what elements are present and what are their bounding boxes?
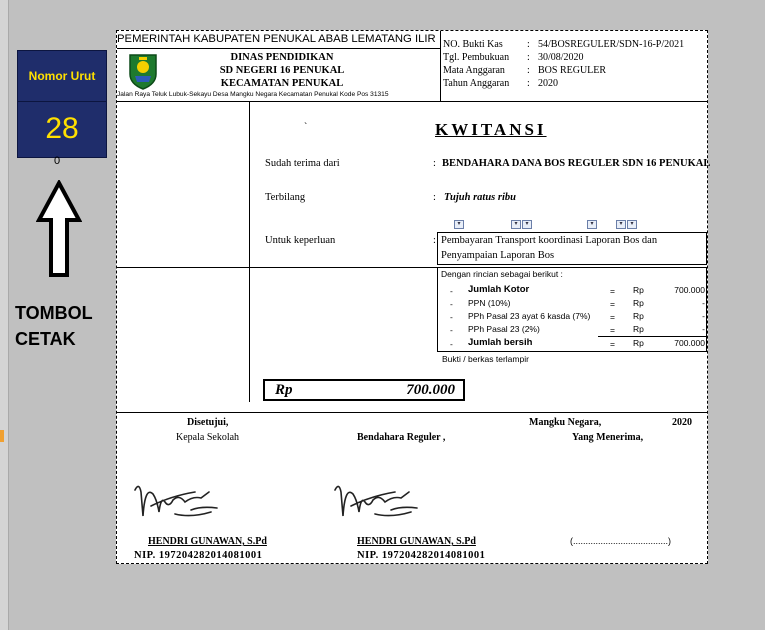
- sheet-left-gutter: [0, 0, 9, 630]
- keperluan-colon: :: [433, 235, 436, 246]
- sudah-value: BENDAHARA DANA BOS REGULER SDN 16 PENUKAL: [442, 158, 711, 169]
- rincian-label: PPh Pasal 23 (2%): [468, 324, 540, 334]
- nomor-urut-label: Nomor Urut: [18, 51, 106, 102]
- dropdown-icon[interactable]: ▾: [522, 220, 532, 229]
- info-value-3: 2020: [538, 78, 558, 89]
- rincian-label: PPh Pasal 23 ayat 6 kasda (7%): [468, 311, 591, 321]
- rincian-box: [437, 268, 707, 352]
- dropdown-icon[interactable]: ▾: [616, 220, 626, 229]
- cetak-label: CETAK: [15, 329, 76, 349]
- signature-icon: [131, 476, 223, 531]
- tombol-cetak-button[interactable]: [15, 300, 93, 352]
- info-label-0: NO. Bukti Kas: [443, 39, 503, 50]
- kecamatan-title: KECAMATAN PENUKAL: [220, 78, 344, 89]
- kwitansi-document: [116, 30, 711, 564]
- dropdown-icon[interactable]: ▾: [511, 220, 521, 229]
- info-colon-2: :: [527, 65, 530, 76]
- arrow-up-icon: [36, 180, 82, 283]
- total-rp-label: Rp: [275, 382, 293, 398]
- nip-bendahara: NIP. 197204282014081001: [357, 550, 486, 561]
- info-value-2: BOS REGULER: [538, 65, 607, 76]
- terbilang-colon: :: [433, 192, 436, 203]
- rincian-label: Jumlah bersih: [468, 337, 533, 348]
- rincian-eq: =: [610, 312, 615, 322]
- rincian-amount: 700.000: [674, 338, 705, 348]
- kepala-label: Kepala Sekolah: [176, 432, 240, 443]
- signature-icon: [331, 476, 423, 531]
- rincian-rp: Rp: [633, 311, 644, 321]
- rincian-rp: Rp: [633, 285, 644, 295]
- rincian-label: PPN (10%): [468, 298, 511, 308]
- rincian-dash: -: [450, 339, 453, 349]
- rincian-amount: -: [702, 324, 705, 334]
- sudah-label: Sudah terima dari: [265, 158, 340, 169]
- dropdown-icon[interactable]: ▾: [627, 220, 637, 229]
- school-address: Jalan Raya Teluk Lubuk-Sekayu Desa Mangku Negara Kecamatan Penukal Kode Pos 31315: [117, 91, 389, 98]
- selection-marker: [0, 430, 4, 442]
- dinas-title: DINAS PENDIDIKAN: [230, 52, 334, 63]
- tick-mark: `: [304, 122, 308, 133]
- year-label: 2020: [672, 417, 692, 428]
- small-cell-value: 0: [54, 155, 61, 167]
- bukti-note: Bukti / berkas terlampir: [442, 354, 529, 364]
- rincian-eq: =: [610, 286, 615, 296]
- total-rp-box: [263, 379, 465, 401]
- rincian-rp: Rp: [633, 338, 644, 348]
- total-line: [598, 336, 706, 337]
- rincian-title: Dengan rincian sebagai berikut :: [441, 269, 563, 279]
- info-colon-1: :: [527, 52, 530, 63]
- keperluan-line-1: Pembayaran Transport koordinasi Laporan Bos dan: [441, 235, 658, 246]
- terbilang-value: Tujuh ratus ribu: [444, 192, 516, 203]
- menerima-label: Yang Menerima,: [572, 432, 644, 443]
- disetujui-label: Disetujui,: [187, 417, 229, 428]
- rincian-eq: =: [610, 339, 615, 349]
- rincian-amount: 700.000: [674, 285, 705, 295]
- sudah-colon: :: [433, 158, 436, 169]
- name-kepala: HENDRI GUNAWAN, S.Pd: [148, 536, 267, 547]
- nomor-urut-box[interactable]: [17, 50, 107, 158]
- total-rp-amount: 700.000: [406, 382, 455, 398]
- kwitansi-title: KWITANSI: [435, 120, 547, 139]
- rincian-label: Jumlah Kotor: [468, 284, 530, 295]
- school-logo-icon: [127, 52, 159, 95]
- nip-kepala: NIP. 197204282014081001: [134, 550, 263, 561]
- info-label-1: Tgl. Pembukuan: [443, 52, 510, 63]
- rincian-dash: -: [450, 299, 453, 309]
- dropdown-icon[interactable]: ▾: [454, 220, 464, 229]
- rincian-rp: Rp: [633, 298, 644, 308]
- header-divider: [117, 48, 441, 49]
- rincian-eq: =: [610, 299, 615, 309]
- rincian-dash: -: [450, 312, 453, 322]
- rincian-dash: -: [450, 325, 453, 335]
- keperluan-box[interactable]: [437, 232, 707, 265]
- info-label-3: Tahun Anggaran: [443, 78, 510, 89]
- nomor-urut-value[interactable]: 28: [45, 112, 79, 145]
- rincian-rp: Rp: [633, 324, 644, 334]
- rincian-dash: -: [450, 286, 453, 296]
- dropdown-icon[interactable]: ▾: [587, 220, 597, 229]
- school-title: SD NEGERI 16 PENUKAL: [219, 65, 345, 76]
- info-colon-3: :: [527, 78, 530, 89]
- info-value-0: 54/BOSREGULER/SDN-16-P/2021: [538, 39, 685, 50]
- rincian-eq: =: [610, 325, 615, 335]
- keperluan-line-2: Penyampaian Laporan Bos: [441, 250, 555, 261]
- tombol-label: TOMBOL: [15, 303, 93, 323]
- place-label: Mangku Negara,: [529, 417, 602, 428]
- bendahara-label: Bendahara Reguler ,: [357, 432, 446, 443]
- info-colon-0: :: [527, 39, 530, 50]
- info-label-2: Mata Anggaran: [443, 65, 505, 76]
- gov-title: PEMERINTAH KABUPATEN PENUKAL ABAB LEMATANG ILIR: [117, 33, 436, 45]
- keperluan-label: Untuk keperluan: [265, 235, 336, 246]
- info-value-1: 30/08/2020: [538, 52, 584, 63]
- rincian-amount: -: [702, 298, 705, 308]
- rincian-amount: -: [702, 311, 705, 321]
- header-bottom-line: [117, 101, 707, 102]
- name-bendahara: HENDRI GUNAWAN, S.Pd: [357, 536, 476, 547]
- penerima-blank: (......................................): [570, 536, 672, 546]
- header-vertical-divider: [440, 31, 441, 101]
- body-vertical-divider: [249, 102, 250, 402]
- footer-top-line: [117, 412, 707, 413]
- terbilang-label: Terbilang: [265, 192, 306, 203]
